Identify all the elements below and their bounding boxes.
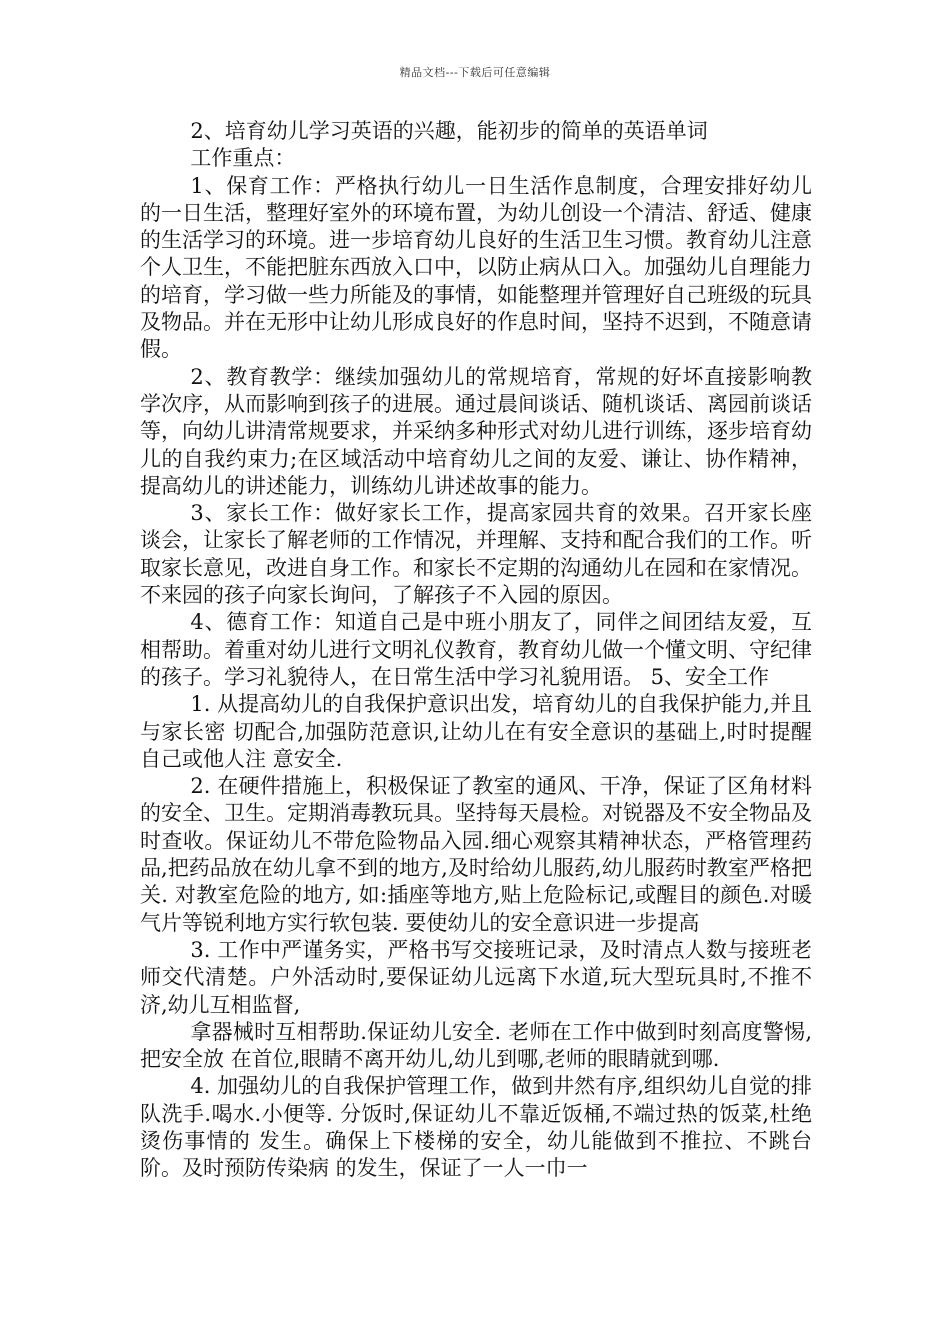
- paragraph-safety-3: 3. 工作中严谨务实，严格书写交接班记录，及时清点人数与接班老师交代清楚。户外活动时,要保证幼儿远离下水道,玩大型玩具时,不推不济,幼儿互相监督,: [140, 937, 812, 1017]
- paragraph-work-focus-heading: 工作重点：: [190, 146, 296, 171]
- paragraph-english-interest: 2、培育幼儿学习英语的兴趣，能初步的简单的英语单词: [190, 119, 708, 143]
- paragraph-safety-4: 4. 加强幼儿的自我保护管理工作，做到井然有序,组织幼儿自觉的排队洗手.喝水.小便等. 分饭时,保证幼儿不靠近饭桶,不端过热的饭菜,杜绝烫伤事情的 发生。确保上下楼梯的安全，幼儿能做到不推拉、不跳台阶。及时预防传染病 的发生，保证了一人一巾一: [140, 1074, 812, 1181]
- document-body: [140, 118, 812, 1183]
- paragraph-safety-3-continued: 拿器械时互相帮助.保证幼儿安全. 老师在工作中做到时刻高度警惕,把安全放 在首位,眼睛不离开幼儿,幼儿到哪,老师的眼睛就到哪.: [140, 1019, 812, 1072]
- paragraph-care-work: 1、保育工作：严格执行幼儿一日生活作息制度，合理安排好幼儿的一日生活，整理好室外的环境布置，为幼儿创设一个清洁、舒适、健康的生活学习的环境。进一步培育幼儿良好的生活卫生习惯。教育幼儿注意个人卫生，不能把脏东西放入口中，以防止病从口入。加强幼儿自理能力的培育，学习做一些力所能及的事情，如能整理并管理好自己班级的玩具及物品。并在无形中让幼儿形成良好的作息时间，坚持不迟到，不随意请假。: [140, 173, 812, 362]
- paragraph-safety-1: 1. 从提高幼儿的自我保护意识出发，培育幼儿的自我保护能力,并且与家长密 切配合,加强防范意识,让幼儿在有安全意识的基础上,时时提醒自己或他人注 意安全.: [140, 692, 812, 771]
- paragraph-safety-2: 2. 在硬件措施上，积极保证了教室的通风、干净，保证了区角材料的安全、卫生。定期消毒教玩具。坚持每天晨检。对锐器及不安全物品及时查收。保证幼儿不带危险物品入园.细心观察其精神状态，严格管理药品,把药品放在幼儿拿不到的地方,及时给幼儿服药,幼儿服药时教室严格把关. 对教室危险的地方, 如:插座等地方,贴上危险标记,或醒目的颜色.对暖气片等锐利地方实行软包装. 要使幼儿的安全意识进一步提高: [140, 774, 812, 935]
- paragraph-parent-work: 3、家长工作：做好家长工作，提高家园共育的效果。召开家长座谈会，让家长了解老师的工作情况，并理解、支持和配合我们的工作。听取家长意见，改进自身工作。和家长不定期的沟通幼儿在园和在家情况。不来园的孩子向家长询问，了解孩子不入园的原因。: [140, 501, 812, 608]
- paragraph-moral-education: 4、德育工作：知道自己是中班小朋友了，同伴之间团结友爱，互相帮助。着重对幼儿进行文明礼仪教育，教育幼儿做一个懂文明、守纪律的孩子。学习礼貌待人，在日常生活中学习礼貌用语。 5、安全工作: [140, 610, 812, 689]
- page-header: 精品文档---下载后可任意编辑: [399, 66, 551, 79]
- paragraph-education-teaching: 2、教育教学：继续加强幼儿的常规培育，常规的好坏直接影响教学次序，从而影响到孩子的进展。通过晨间谈话、随机谈话、离园前谈话等，向幼儿讲清常规要求，并采纳多种形式对幼儿进行训练，逐步培育幼儿的自我约束力;在区域活动中培育幼儿之间的友爱、谦让、协作精神，提高幼儿的讲述能力，训练幼儿讲述故事的能力。: [140, 364, 812, 498]
